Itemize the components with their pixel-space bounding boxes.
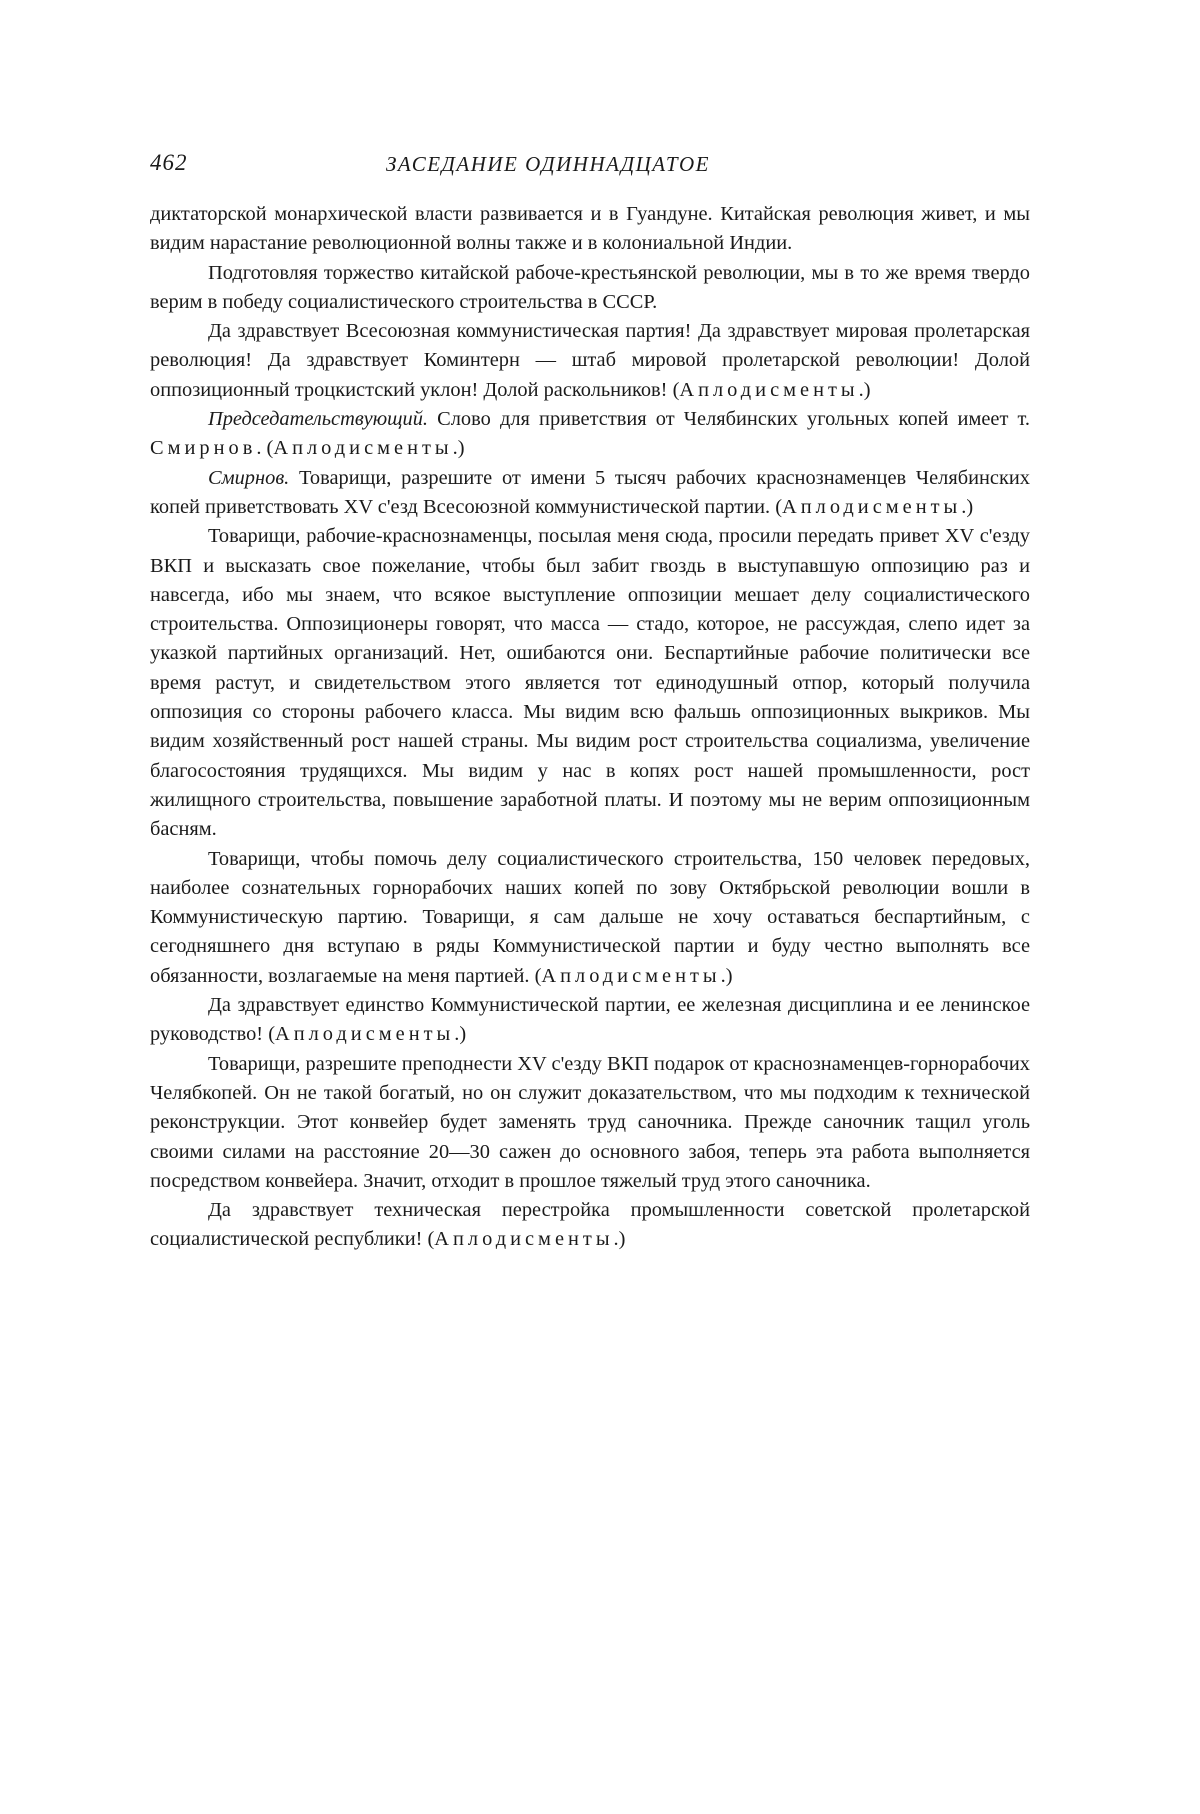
paragraph-text: Товарищи, рабочие-краснознаменцы, посылая меня сюда, просили передать привет XV с'езду ВКП и высказать свое пожелание, чтобы был забит гвоздь в выступавшую оппозицию раз и навсегда, ибо мы знаем, что всякое выступление оппозиции мешает делу социалистического строительства. Оппозиционеры говорят, что масса — стадо, которое, не рассуждая, слепо идет за указкой партийных организаций. Нет, ошибаются они. Беспартийные рабочие политически все время растут, и свидетельством этого является тот единодушный отпор, который получила оппозиция со стороны рабочего класса. Мы видим всю фальшь оппозиционных выкриков. Мы видим хозяйственный рост нашей страны. Мы видим рост строительства социализма, увеличение благосостояния трудящихся. Мы видим у нас в копях рост нашей промышленности, рост жилищного строительства, повышение заработной платы. И поэтому мы не верим оппозиционным басням. [150,525,1030,841]
spaced-emphasis: Аплодисменты [434,1228,614,1251]
paragraph-text: Да здравствует единство Коммунистической партии, ее железная дисциплина и ее ленинское руководство! ( [150,994,1030,1046]
speaker-name: Смирнов. [208,466,290,489]
paragraph-text: .) [961,495,974,518]
spaced-emphasis: Аплодисменты [273,437,453,460]
paragraph-text: .) [454,1023,467,1046]
paragraph-text: Подготовляя торжество китайской рабоче-крестьянской революции, мы в то же время твердо верим в победу социалистического строительства в СССР. [150,261,1030,313]
paragraph [150,200,1030,259]
paragraph-text: . ( [256,437,274,460]
spaced-emphasis: Смирнов [150,437,257,460]
page-number: 462 [150,150,188,175]
paragraph [150,991,1030,1050]
document-page [150,150,1030,1255]
paragraph [150,259,1030,318]
paragraph [150,522,1030,844]
paragraph-text: .) [452,437,465,460]
paragraph-text: Товарищи, разрешите преподнести XV с'езду ВКП подарок от краснознаменцев-горнорабочих Челябкопей. Он не такой богатый, но он служит доказательством, что мы подходим к технической реконструкции. Этот конвейер будет заменять труд саночника. Прежде саночник тащил уголь своими силами на расстояние 20—30 сажен до основного забоя, теперь эта работа выполняется посредством конвейера. Значит, отходит в прошлое тяжелый труд этого саночника. [150,1052,1030,1192]
paragraph-text: диктаторской монархической власти развивается и в Гуандуне. Китайская революция живет, и мы видим нарастание революционной волны также и в колониальной Индии. [150,203,1030,255]
paragraph-text: Товарищи, чтобы помочь делу социалистического строительства, 150 человек передовых, наиболее сознательных горнорабочих наших копей по зову Октябрьской революции вошли в Коммунистическую партию. Товарищи, я сам дальше не хочу оставаться беспартийным, с сегодняшнего дня вступаю в ряды Коммунистической партии и буду честно выполнять все обязанности, возлагаемые на меня партией. ( [150,847,1030,987]
speaker-name: Председательствующий. [208,408,428,431]
paragraph-text: Да здравствует техническая перестройка промышленности советской пролетарской социалистической республики! ( [150,1199,1030,1251]
paragraph [150,1050,1030,1196]
spaced-emphasis: Аплодисменты [541,964,721,987]
paragraph [150,845,1030,991]
page-header [150,150,1030,190]
paragraph [150,464,1030,523]
spaced-emphasis: Аплодисменты [782,495,962,518]
paragraph [150,405,1030,464]
paragraph-text: .) [858,378,871,401]
paragraph [150,317,1030,405]
body-text [150,200,1030,1255]
spaced-emphasis: Аплодисменты [679,378,859,401]
paragraph-text: .) [720,964,733,987]
spaced-emphasis: Аплодисменты [274,1023,455,1046]
paragraph-text: .) [613,1228,626,1251]
paragraph-text: Товарищи, разрешите от имени 5 тысяч рабочих краснознаменцев Челябинских копей приветствовать XV с'езд Всесоюзной коммунистической партии. ( [150,466,1030,518]
paragraph [150,1196,1030,1255]
running-title: ЗАСЕДАНИЕ ОДИННАДЦАТОЕ [386,152,710,176]
paragraph-text: Да здравствует Всесоюзная коммунистическая партия! Да здравствует мировая пролетарская революция! Да здравствует Коминтерн — штаб мировой пролетарской революции! Долой оппозиционный троцкистский уклон! Долой раскольников! ( [150,320,1030,401]
paragraph-text: Слово для приветствия от Челябинских угольных копей имеет т. [428,408,1030,431]
